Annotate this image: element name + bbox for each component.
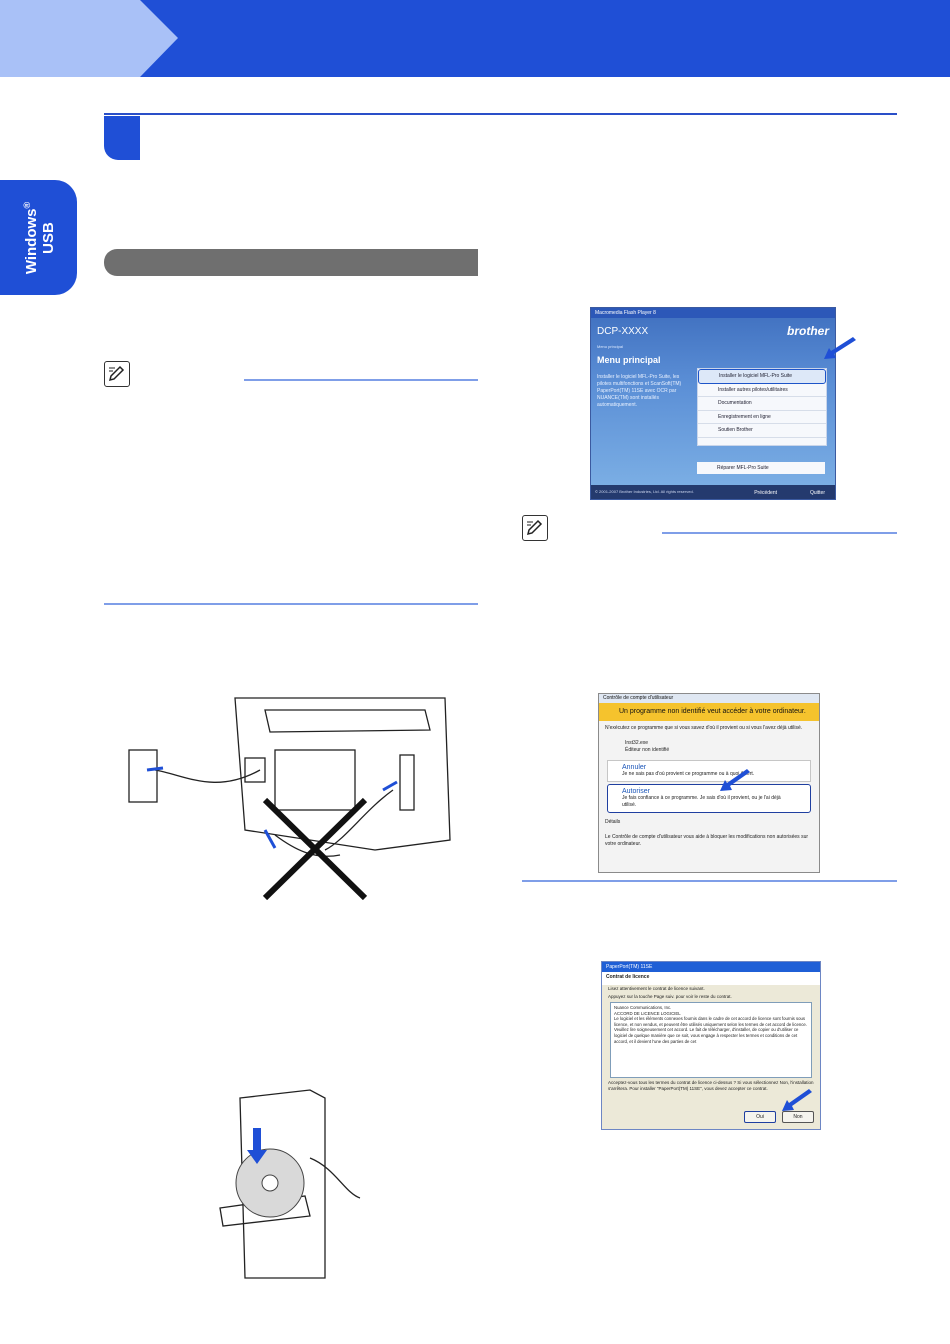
menu-item-registration[interactable]: Enregistrement en ligne [698,411,826,425]
license-title: PaperPort(TM) 11SE [602,962,820,972]
uac-intro: N'exécutez ce programme que si vous savez d'où il provient ou si vous l'avez déjà utilisé. [605,725,803,731]
note-rule [662,532,897,534]
cd-insert-illustration [215,1088,365,1284]
repair-button[interactable]: Réparer MFL-Pro Suite [697,462,825,474]
side-tab-windows: Windows [23,208,40,275]
license-question: Acceptez-vous tous les termes du contrat de licence ci-dessus ? Si vous sélectionnez Non, l'installation s'arrêtera. Pour installer "PaperPort(TM) 11SE", vous devez accepter ce contrat. [608,1080,814,1091]
uac-footer: Le Contrôle de compte d'utilisateur vous aide à bloquer les modifications non autorisées sur votre ordinateur. [605,834,809,847]
license-agreement: ACCORD DE LICENCE LOGICIEL [614,1010,681,1016]
model-name: DCP-XXXX [597,326,649,337]
brand-logo: brother [787,324,829,338]
license-line1: Lisez attentivement le contrat de licence suivant. [608,986,705,991]
previous-button[interactable]: Précédent [754,490,777,496]
license-body: Le logiciel et les éléments connexes fournis dans le cadre de cet accord de licence sont fournis sous licence, et non vendus, et peuvent être utilisés uniquement selon les termes de cet accord de licence. Veuillez lire soigneusement cet accord. Le fait de télécharger, d'installer, de copier ou d'utiliser ce logiciel de quelque manière que ce soit, vous engage à respecter les termes et conditions de cet accord, et il devient l'une des parties de cet [614,1016,807,1044]
note-end-rule [104,603,478,605]
uac-allow-desc: Je fais confiance à ce programme. Je sais d'où il provient, ou je l'ai déjà utilisé. [622,795,781,808]
license-company: Nuance Communications, Inc. [614,1005,672,1010]
uac-allow-title: Autoriser [622,788,651,795]
license-header: Contrat de licence [602,972,820,985]
menu-description: Installer le logiciel MFL-Pro Suite, les pilotes multifonctions et ScanSoft(TM) PaperPort(TM) 11SE avec OCR par NUANCE(TM) sont installés automatiquement. [597,374,682,408]
license-text[interactable] [610,1002,812,1078]
side-tab-label [0,180,77,295]
menu-heading: Menu principal [597,355,661,365]
arrow-icon [718,768,752,794]
note-end-rule [522,880,897,882]
window-title: Macromedia Flash Player 8 [591,308,835,318]
arrow-icon [780,1088,814,1114]
yes-button[interactable]: Oui [744,1111,776,1123]
breadcrumb: Menu principal [597,344,624,349]
uac-file: Inst32.exe [625,740,649,746]
uac-cancel-option[interactable] [607,760,811,782]
uac-allow-option[interactable] [607,784,811,813]
license-line2: Appuyez sur la touche Page suiv. pour voir le reste du contrat. [608,994,732,999]
menu-item-install-mfl[interactable]: Installer le logiciel MFL-Pro Suite [698,369,826,384]
uac-title: Contrôle de compte d'utilisateur [599,694,819,703]
note-pencil-icon [104,361,130,387]
arrow-icon [822,336,858,362]
uac-publisher: Éditeur non identifié [625,747,670,753]
menu-item-other-drivers[interactable]: Installer autres pilotes/utilitaires [698,384,826,398]
menu-panel [697,368,827,446]
uac-screenshot [598,693,820,873]
header-tab [0,0,180,77]
no-button[interactable]: Non [782,1111,814,1123]
menu-item-documentation[interactable]: Documentation [698,397,826,411]
registered-mark: ® [22,201,32,209]
printer-cable-illustration [125,690,455,900]
uac-cancel-desc: Je ne sais pas d'où provient ce programme ou à quoi il sert. [622,771,755,777]
main-menu-screenshot [590,307,836,500]
step-number-block [104,116,140,160]
uac-warning: Un programme non identifié veut accéder à votre ordinateur. [599,703,819,721]
menu-item-support[interactable]: Soutien Brother [698,424,826,438]
uac-details[interactable]: Détails [605,819,621,825]
note-pencil-icon [522,515,548,541]
copyright: © 2001-2007 Brother Industries, Ltd. All rights reserved. [591,485,835,499]
note-rule [244,379,478,381]
step-rule [104,113,897,115]
section-bar [104,249,478,276]
side-tab-usb: USB [40,222,57,254]
quit-button[interactable]: Quitter [809,490,825,496]
uac-cancel-title: Annuler [622,764,647,771]
